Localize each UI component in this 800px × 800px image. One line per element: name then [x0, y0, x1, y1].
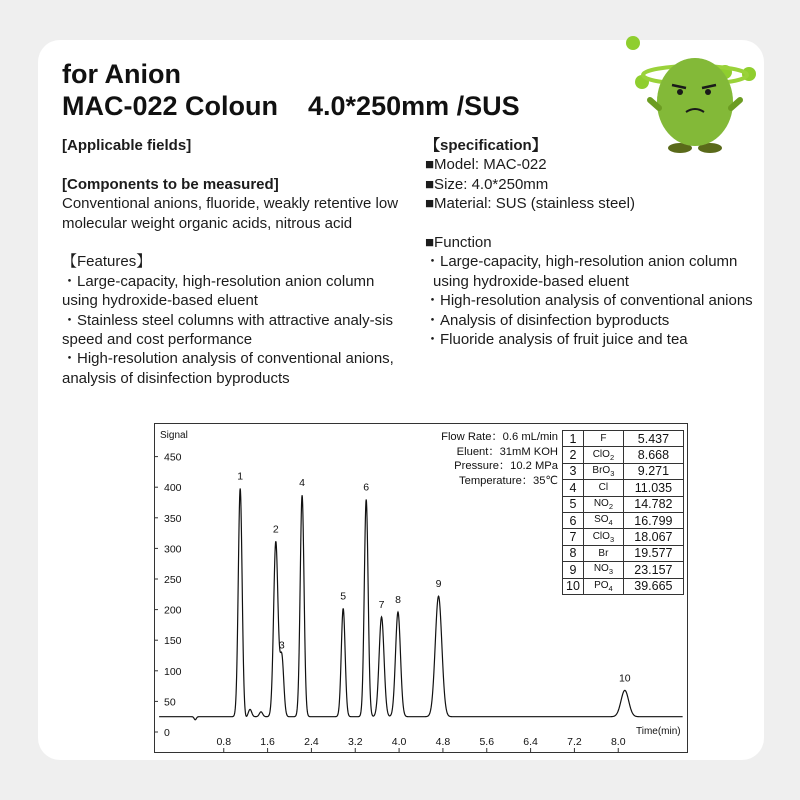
- y-tick-label: 100: [164, 665, 182, 678]
- peak-label: 8: [395, 594, 401, 607]
- x-tick-label: 7.2: [567, 736, 582, 748]
- y-tick-label: 400: [164, 482, 182, 495]
- page-title: [62, 58, 520, 122]
- x-tick-label: 8.0: [610, 736, 626, 748]
- x-tick-label: 4.8: [435, 736, 451, 748]
- applicable-heading: [Applicable fields]: [62, 137, 192, 154]
- condition-pressure: Pressure：10.2 MPa: [454, 460, 558, 473]
- left-column: [62, 136, 402, 388]
- y-tick-label: 350: [164, 512, 182, 525]
- function-item: ・Analysis of disinfection byproducts: [425, 311, 670, 329]
- condition-temperature: Temperature：35℃: [459, 474, 558, 487]
- table-row: [563, 431, 684, 447]
- x-tick-label: 2.4: [304, 736, 319, 748]
- peak-label: 6: [363, 481, 370, 494]
- table-row: [563, 529, 684, 545]
- x-tick-label: 4.0: [391, 736, 407, 748]
- retention-time: 19.577: [623, 545, 683, 561]
- y-tick-label: 150: [164, 635, 182, 648]
- table-row: [563, 480, 684, 496]
- right-column: [425, 136, 770, 349]
- retention-time: 39.665: [623, 578, 683, 594]
- feature-item: ・High-resolution analysis of conventional anions, analysis of disinfection byproducts: [62, 350, 394, 387]
- peak-label: 10: [618, 672, 631, 685]
- feature-item: ・Stainless steel columns with attractive analy-sis speed and cost performance: [62, 311, 393, 349]
- retention-time: 14.782: [623, 496, 683, 512]
- feature-item: ・Large-capacity, high-resolution anion column using hydroxide-based eluent: [62, 272, 375, 310]
- table-row: [563, 545, 684, 561]
- spec-item: ■Size: 4.0*250mm: [425, 175, 549, 193]
- peak-number: 1: [563, 431, 584, 447]
- spec-item: ■Material: SUS (stainless steel): [425, 195, 635, 213]
- x-tick-label: 3.2: [347, 736, 363, 748]
- y-axis-label: Signal: [160, 430, 188, 441]
- peak-number: 8: [563, 545, 584, 561]
- spec-heading: 【specification】: [425, 137, 547, 154]
- peak-number: 4: [563, 480, 584, 496]
- condition-flow-rate: Flow Rate：0.6 mL/min: [441, 431, 558, 443]
- function-item: ・Large-capacity, high-resolution anion column: [425, 253, 738, 271]
- table-row: [563, 463, 684, 479]
- components-heading: [Components to be measured]: [62, 175, 279, 193]
- peak-label: 1: [237, 470, 244, 483]
- peak-number: 3: [563, 463, 584, 479]
- ion-name: F: [583, 431, 623, 447]
- x-tick-label: 1.6: [260, 736, 275, 748]
- peak-label: 3: [278, 639, 285, 652]
- ion-name: $NO_3$: [583, 562, 623, 578]
- peak-table: [562, 430, 684, 595]
- x-tick-label: 0.8: [216, 736, 232, 748]
- retention-time: 11.035: [623, 480, 683, 496]
- peak-number: 10: [563, 578, 584, 594]
- ion-name: $NO_2$: [583, 496, 623, 512]
- y-tick-label: 250: [164, 574, 182, 586]
- peak-number: 7: [563, 529, 584, 545]
- peak-label: 9: [435, 578, 442, 591]
- x-tick-label: 5.6: [479, 736, 495, 748]
- ion-name: BrO$_3$: [583, 463, 623, 479]
- spec-item: ■Model: MAC-022: [425, 156, 547, 174]
- function-item: ・High-resolution analysis of conventional anions: [425, 292, 753, 310]
- table-row: [563, 578, 684, 594]
- retention-time: 5.437: [623, 431, 683, 447]
- peak-label: 5: [340, 590, 347, 603]
- conditions: [416, 430, 558, 488]
- retention-time: 23.157: [623, 562, 683, 578]
- y-tick-label: 200: [164, 604, 182, 617]
- components-text: Conventional anions, fluoride, weakly retentive low molecular weight organic acids, nitrous acid: [62, 195, 399, 232]
- x-axis-label: Time(min): [636, 726, 681, 737]
- ion-name: Br: [583, 545, 623, 561]
- x-tick-label: 6.4: [523, 736, 538, 748]
- features-heading: 【Features】: [62, 253, 152, 271]
- table-row: [563, 496, 684, 512]
- y-tick-label: 450: [164, 451, 182, 464]
- ion-name: Cl: [583, 480, 623, 496]
- function-item: ・Fluoride analysis of fruit juice and tea: [425, 331, 688, 349]
- table-row: [563, 562, 684, 578]
- title-line-1: for Anion: [62, 59, 181, 89]
- peak-number: 9: [563, 562, 584, 578]
- peak-number: 2: [563, 447, 584, 463]
- function-item: using hydroxide-based eluent: [433, 272, 629, 290]
- ion-name: ClO$_2$: [583, 447, 623, 463]
- table-row: [563, 512, 684, 528]
- table-row: [563, 447, 684, 463]
- peak-label: 4: [299, 477, 306, 490]
- condition-eluent: Eluent：31mM KOH: [456, 445, 558, 458]
- peak-number: 6: [563, 512, 584, 528]
- function-heading: ■Function: [425, 234, 492, 252]
- peak-label: 7: [378, 598, 385, 611]
- y-tick-label: 300: [164, 543, 182, 556]
- peak-label: 2: [272, 523, 279, 536]
- ion-name: $PO_4$: [583, 578, 623, 594]
- ion-name: $SO_4$: [583, 512, 623, 528]
- retention-time: 8.668: [623, 447, 683, 463]
- retention-time: 16.799: [623, 512, 683, 528]
- y-tick-label: 50: [164, 696, 176, 709]
- title-line-2: MAC-022 Coloun 4.0*250mm /SUS: [62, 91, 520, 121]
- ion-name: ClO$_3$: [583, 529, 623, 545]
- retention-time: 9.271: [623, 463, 683, 479]
- y-tick-label: 0: [164, 727, 170, 739]
- peak-number: 5: [563, 496, 584, 512]
- retention-time: 18.067: [623, 529, 683, 545]
